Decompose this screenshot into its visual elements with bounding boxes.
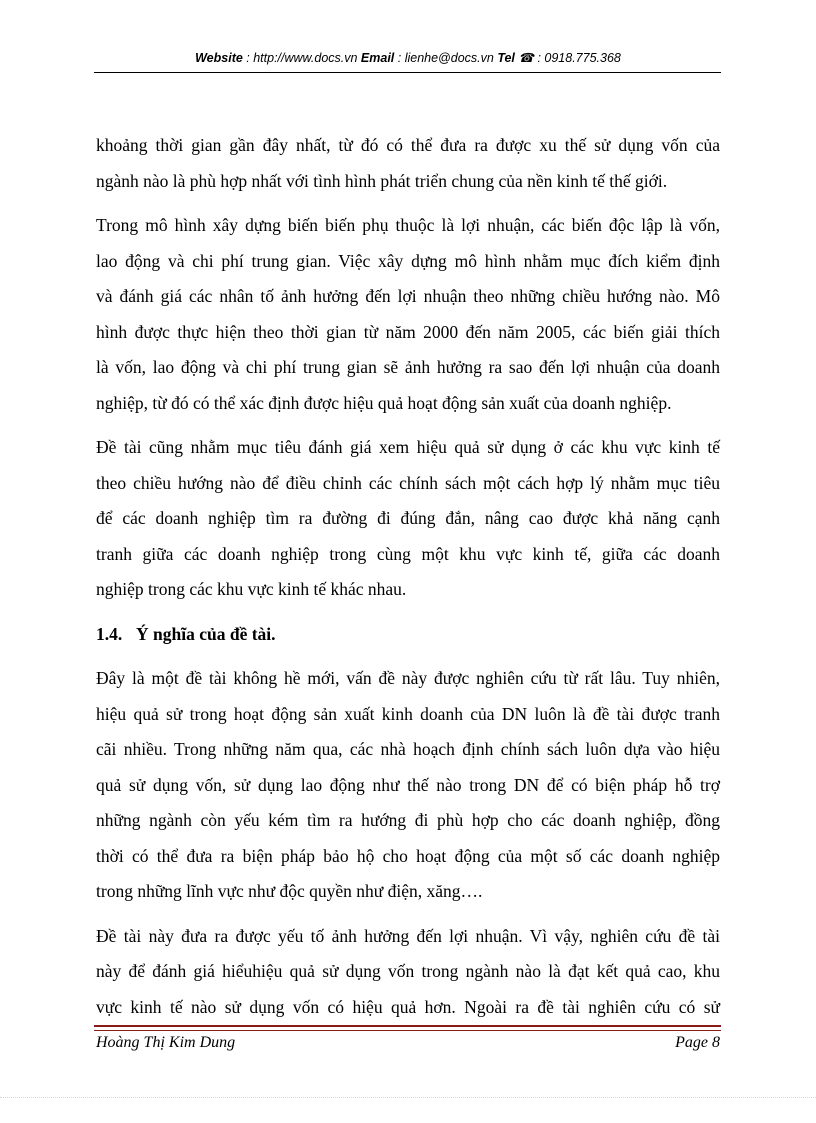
text-line: này để đánh giá hiểuhiệu quả sử dụng vốn trong ngành nào là đạt kết quả cao, khu xyxy=(96,961,720,981)
text-line: nghiệp trong các khu vực kinh tế khác nhau. xyxy=(96,579,407,599)
text-line: hiệu quả sử trong hoạt động sản xuất kinh doanh của DN luôn là đề tài được tranh xyxy=(96,703,720,724)
text-line: thời có thể đưa ra biện pháp bảo hộ cho hoạt động của một số các doanh nghiệp xyxy=(96,845,720,866)
text-line: nghiệp, từ đó có thể xác định được hiệu quả hoạt động sản xuất của doanh nghiệp. xyxy=(96,392,672,413)
text-line: Đây là một đề tài không hề mới, vấn đề này được nghiên cứu từ rất lâu. Tuy nhiên, xyxy=(96,668,720,688)
paragraph-1 xyxy=(96,128,720,199)
text-line: Đề tài cũng nhằm mục tiêu đánh giá xem hiệu quả sử dụng ở các khu vực kinh tế xyxy=(96,437,720,457)
section-title: Ý nghĩa của đề tài. xyxy=(136,623,276,644)
text-line: trong những lĩnh vực như độc quyền như điện, xăng…. xyxy=(96,881,483,901)
page-bottom-dotted-divider xyxy=(0,1097,816,1098)
text-line: cãi nhiều. Trong những năm qua, các nhà hoạch định chính sách luôn dựa vào hiệu xyxy=(96,739,720,759)
text-line: tranh giữa các doanh nghiệp trong cùng một khu vực kinh tế, giữa các doanh xyxy=(96,543,720,564)
document-body xyxy=(96,128,720,1034)
text-line: ngành nào là phù hợp nhất với tình hình phát triển chung của nền kinh tế thế giới. xyxy=(96,170,668,191)
text-line: lao động và chi phí trung gian. Việc xây dựng mô hình nhằm mục đích kiểm định xyxy=(96,250,720,271)
footer-author: Hoàng Thị Kim Dung xyxy=(96,1034,236,1051)
website-label: Website xyxy=(195,51,243,65)
paragraph-5 xyxy=(96,919,720,1026)
text-line: hình được thực hiện theo thời gian từ năm 2000 đến năm 2005, các biến giải thích xyxy=(96,321,720,342)
phone-icon: ☎ xyxy=(518,51,534,65)
text-line: và đánh giá các nhân tố ảnh hưởng đến lợi nhuận theo những chiều hướng nào. Mô xyxy=(96,286,720,306)
tel-label: Tel xyxy=(497,51,515,65)
text-line: quả sử dụng vốn, sử dụng lao động như thế nào trong DN để có biện pháp hỗ trợ xyxy=(96,774,720,795)
text-line: theo chiều hướng nào để điều chỉnh các chính sách một cách hợp lý nhằm mục tiêu xyxy=(96,472,720,493)
text-line: vực kinh tế nào sử dụng vốn có hiệu quả hơn. Ngoài ra đề tài nghiên cứu có sử xyxy=(96,996,720,1017)
footer-page-number: Page 8 xyxy=(675,1034,720,1051)
paragraph-4 xyxy=(96,661,720,910)
text-line: khoảng thời gian gần đây nhất, từ đó có thể đưa ra được xu thế sử dụng vốn của xyxy=(96,135,720,155)
paragraph-3 xyxy=(96,430,720,608)
email-value: : lienhe@docs.vn xyxy=(394,51,498,65)
page-footer xyxy=(96,1034,720,1052)
paragraph-2 xyxy=(96,208,720,421)
text-line: là vốn, lao động và chi phí trung gian sẽ ảnh hưởng ra sao đến lợi nhuận của doanh xyxy=(96,357,720,377)
section-heading xyxy=(96,617,720,653)
text-line: Đề tài này đưa ra được yếu tố ảnh hưởng đến lợi nhuận. Vì vậy, nghiên cứu đề tài xyxy=(96,925,720,946)
footer-rule-thin xyxy=(94,1030,721,1031)
text-line: Trong mô hình xây dựng biến biến phụ thuộc là lợi nhuận, các biến độc lập là vốn, xyxy=(96,215,720,235)
header-rule xyxy=(94,72,721,73)
text-line: để các doanh nghiệp tìm ra đường đi đúng đắn, nâng cao được khả năng cạnh xyxy=(96,508,720,528)
email-label: Email xyxy=(360,51,395,65)
footer-rule-thick xyxy=(94,1025,721,1027)
tel-value: : 0918.775.368 xyxy=(533,51,621,65)
page-header xyxy=(0,50,816,65)
text-line: những ngành còn yếu kém tìm ra hướng đi phù hợp cho các doanh nghiệp, đồng xyxy=(96,810,720,830)
section-number: 1.4. xyxy=(96,623,123,644)
website-value: : http://www.docs.vn xyxy=(242,51,361,65)
